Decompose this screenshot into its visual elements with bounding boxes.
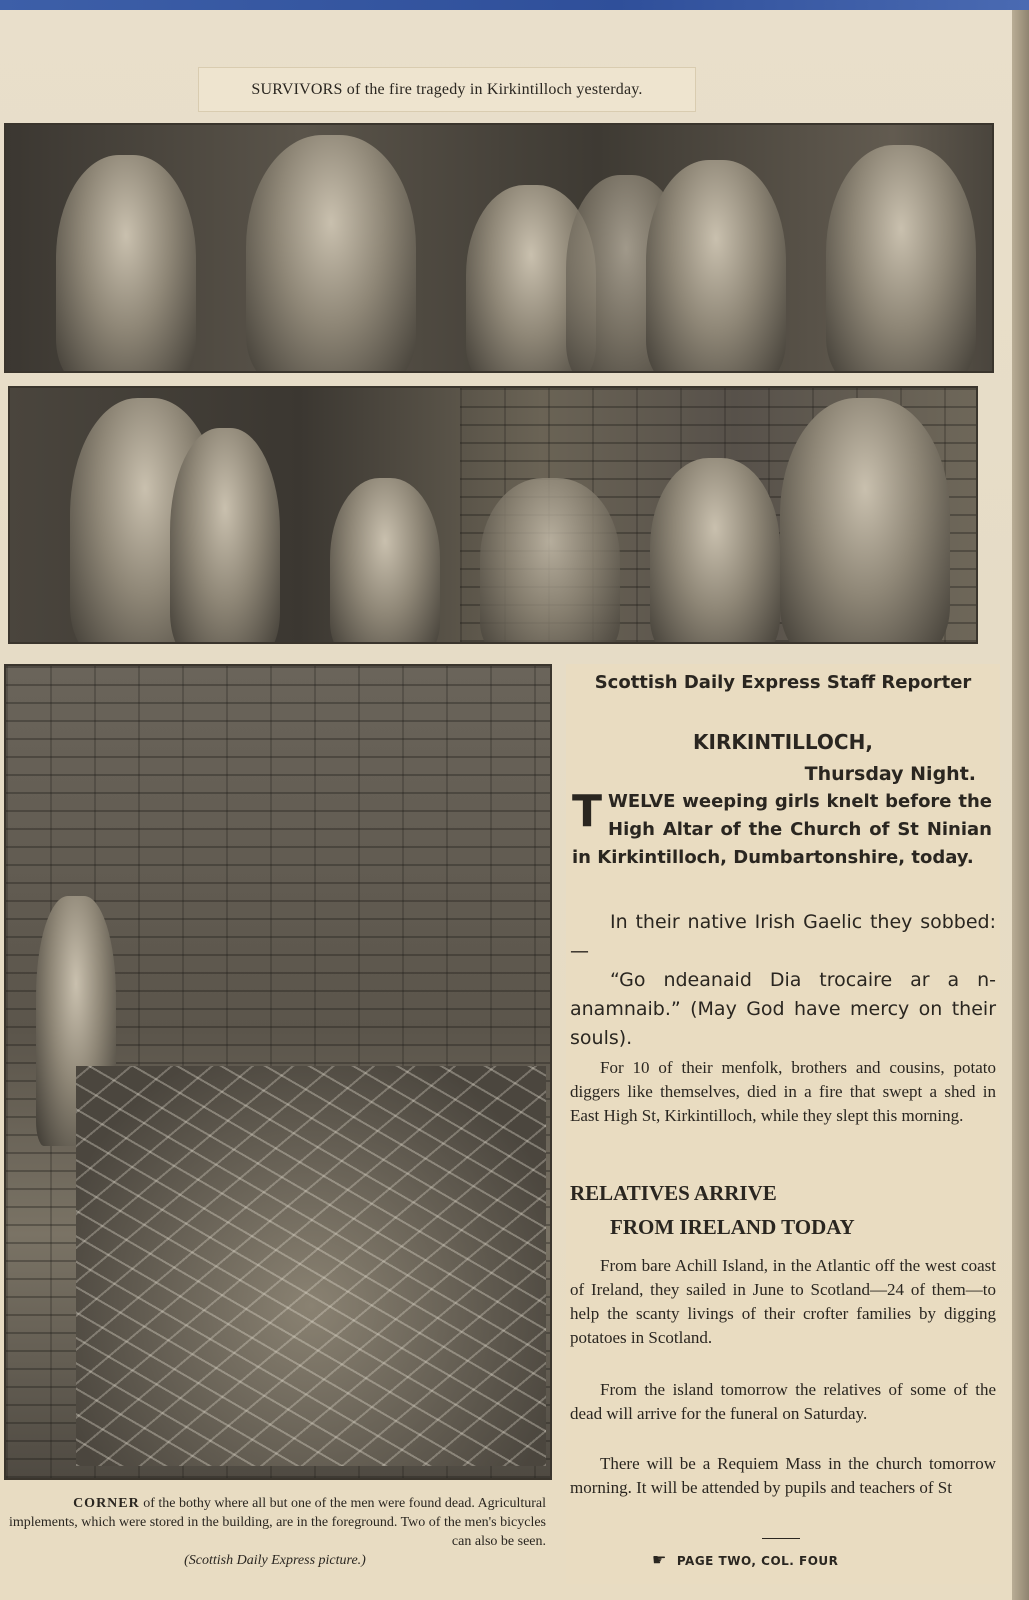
dateline-time: Thursday Night. <box>804 763 976 785</box>
survivors-photo-top <box>4 123 994 373</box>
paragraph-1: In their native Irish Gaelic they sobbed:— <box>570 911 996 962</box>
subheading-line-2: FROM IRELAND TODAY <box>610 1215 855 1239</box>
survivors-photo-bottom <box>8 386 978 644</box>
continued-jump <box>652 1550 838 1569</box>
pointing-hand-icon: ☛ <box>652 1550 667 1569</box>
page-edge <box>1012 10 1029 1600</box>
bothy-photo <box>4 664 552 1480</box>
album-edge <box>0 0 1029 10</box>
drop-cap: T <box>572 786 603 837</box>
caption-text: of the bothy where all but one of the men were found dead. Agricultural implements, which were stored in the building, are in the foreground. Two of the men's bicycles can also be seen. <box>8 1496 546 1549</box>
paragraph-3: For 10 of their menfolk, brothers and cousins, potato diggers like themselves, died in a fire that swept a shed in East High St, Kirkintilloch, while they slept this morning. <box>570 1058 996 1125</box>
subheading <box>570 1176 996 1244</box>
subheading-line-1: RELATIVES ARRIVE <box>570 1181 777 1205</box>
article-column <box>566 664 1000 1584</box>
photo-credit: (Scottish Daily Express picture.) <box>184 1553 366 1568</box>
caption-lead: CORNER <box>73 1496 140 1511</box>
jump-label: PAGE TWO, COL. FOUR <box>676 1554 839 1568</box>
byline: Scottish Daily Express Staff Reporter <box>594 672 972 693</box>
dateline-place: KIRKINTILLOCH, <box>693 730 873 754</box>
bothy-caption <box>4 1494 552 1570</box>
lede-paragraph <box>572 788 992 872</box>
lede-text: WELVE weeping girls knelt before the High Altar of the Church of St Ninian in Kirkintilloch, Dumbartonshire, today. <box>572 791 992 868</box>
paragraph-2: “Go ndeanaid Dia trocaire ar a n-anamnaib.” (May God have mercy on their souls). <box>570 969 996 1049</box>
paragraph-4: From bare Achill Island, in the Atlantic off the west coast of Ireland, they sailed in June to Scotland—24 of them—to help the scanty livings of their crofter families by digging potatoes in Scotland. <box>570 1256 996 1347</box>
paragraph-5: From the island tomorrow the relatives of some of the dead will arrive for the funeral on Saturday. <box>570 1380 996 1423</box>
survivors-caption: SURVIVORS of the fire tragedy in Kirkintilloch yesterday. <box>198 67 696 112</box>
paragraph-6: There will be a Requiem Mass in the church tomorrow morning. It will be attended by pupils and teachers of St <box>570 1454 996 1497</box>
jump-rule <box>762 1538 800 1539</box>
